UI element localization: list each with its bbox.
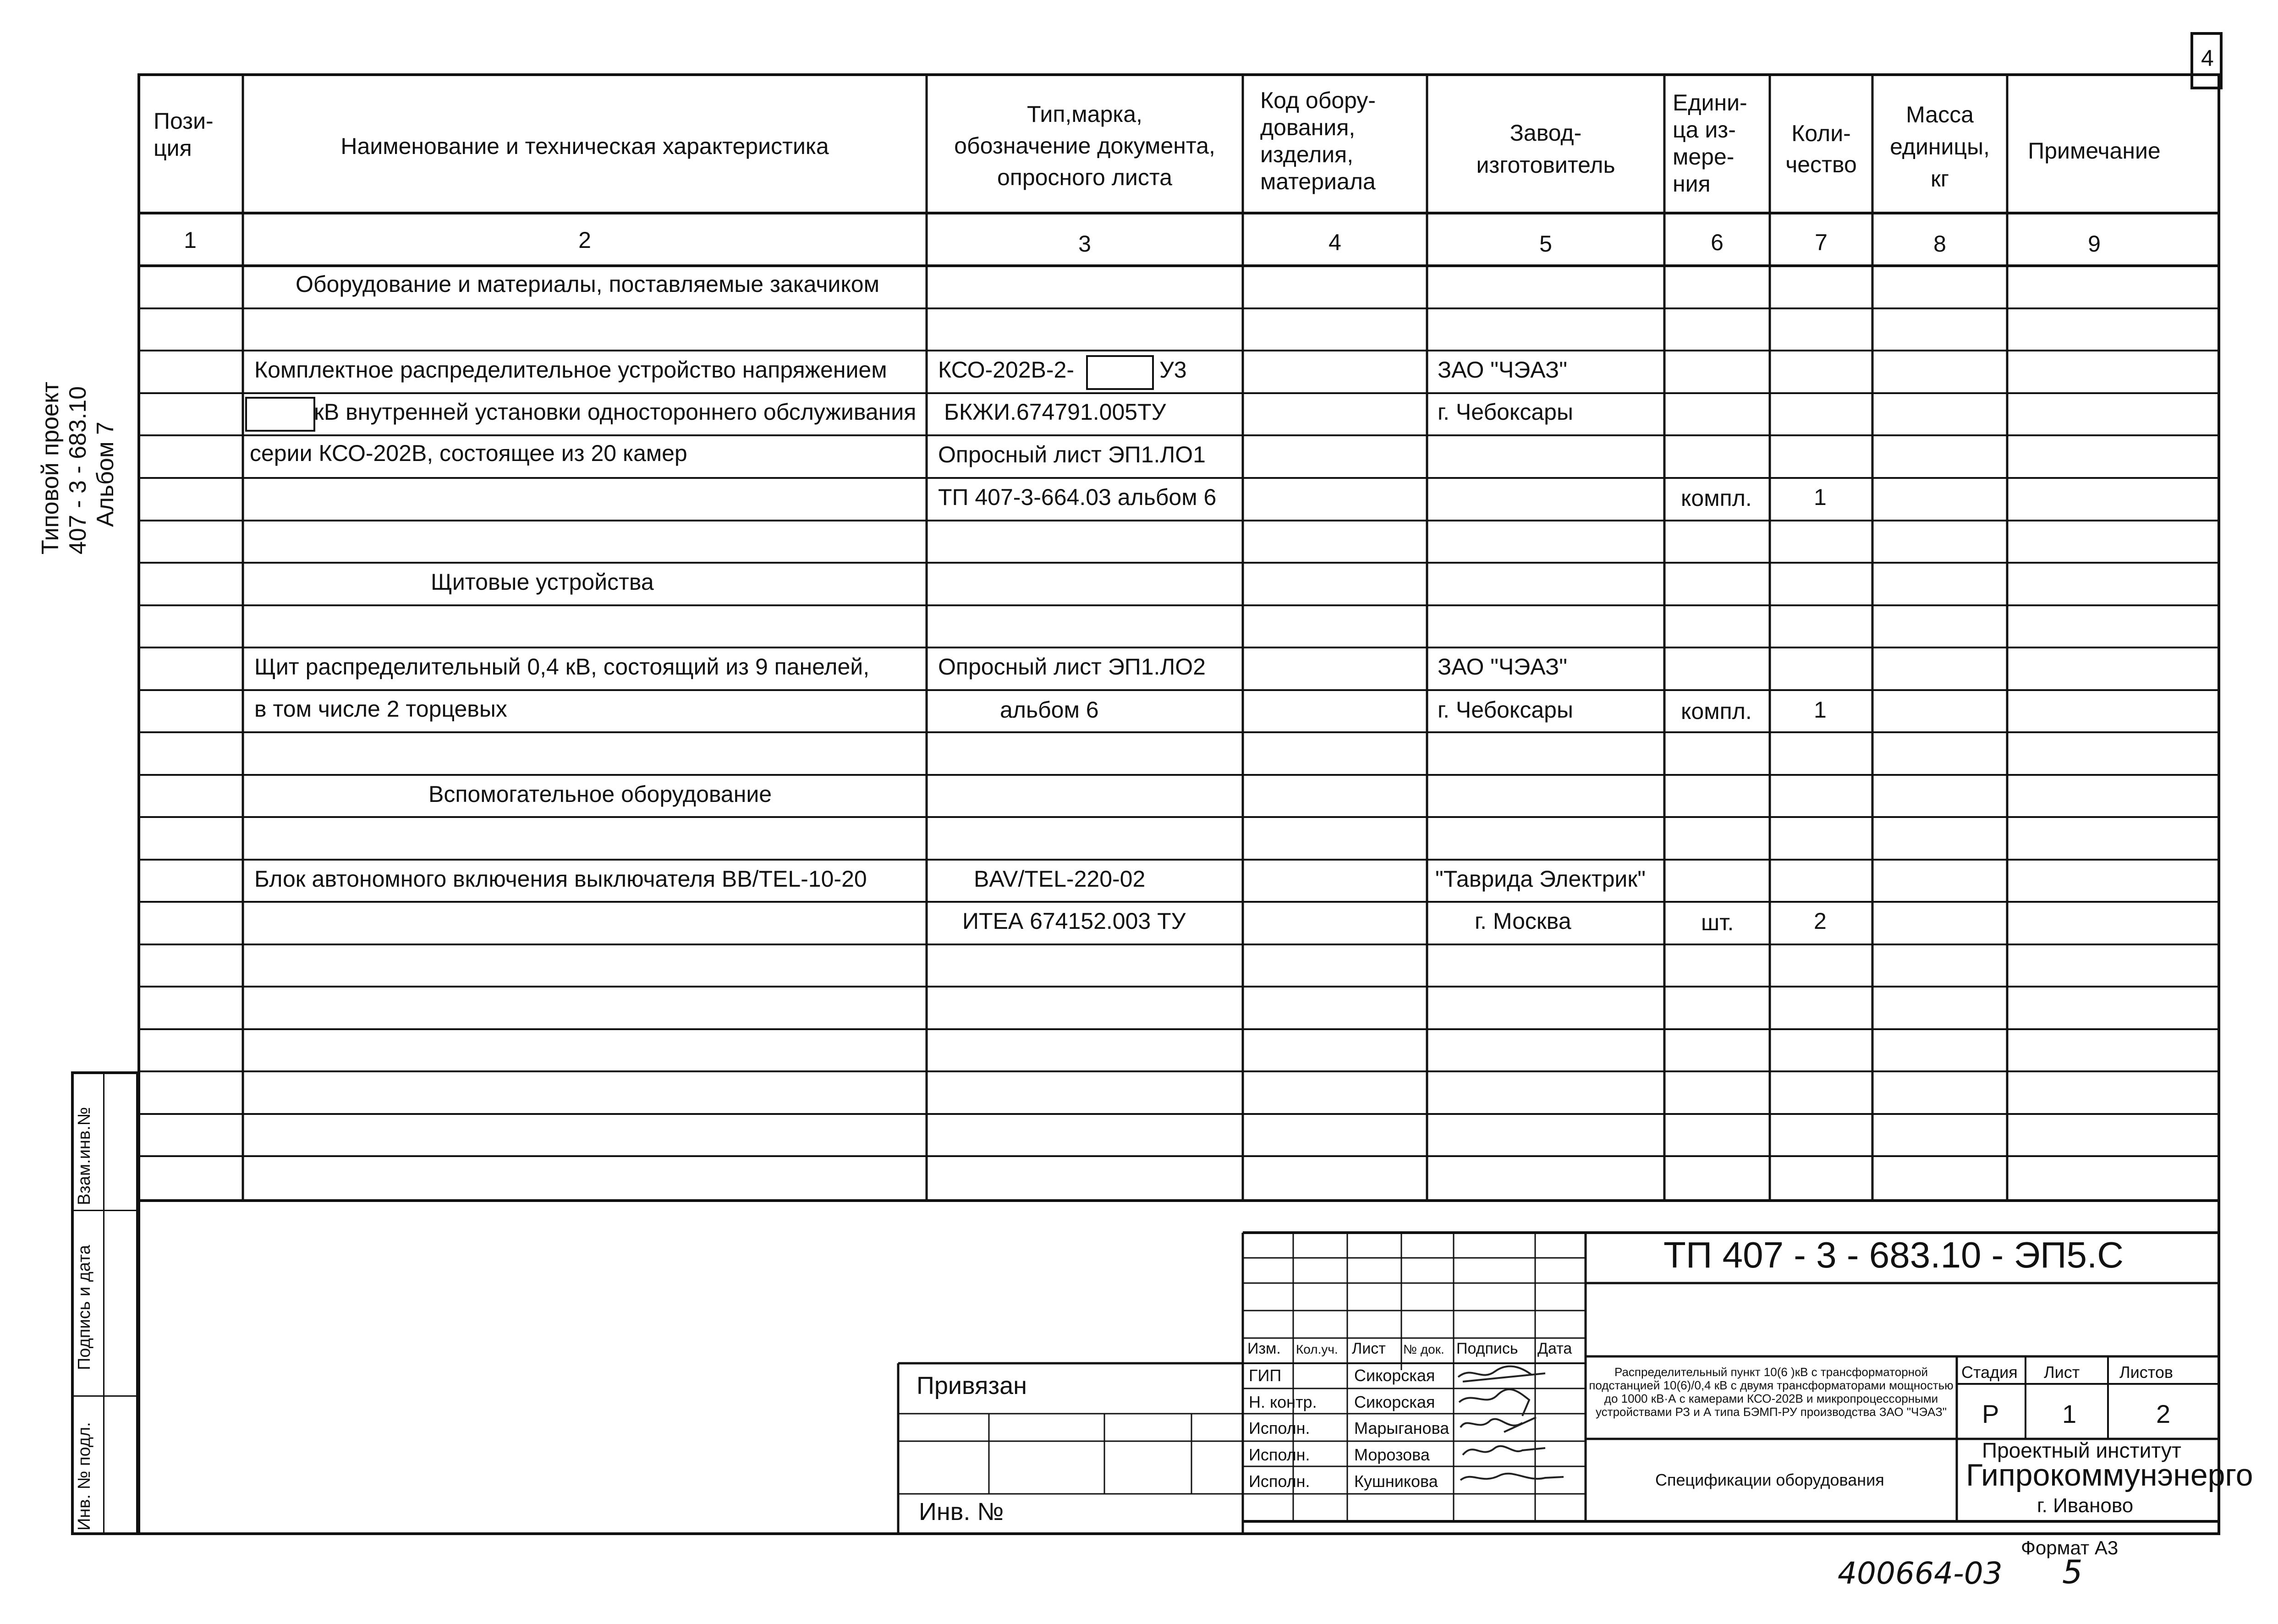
sheets-label: Листов bbox=[2119, 1363, 2173, 1382]
staff-name: Марыганова bbox=[1354, 1419, 1449, 1437]
spec-title: Спецификации оборудования bbox=[1655, 1470, 1884, 1489]
tb-head-podpis: Подпись bbox=[1456, 1340, 1518, 1357]
row-unit: компл. bbox=[1681, 485, 1752, 511]
stage-label: Стадия bbox=[1961, 1363, 2018, 1382]
institute-line3: г. Иваново bbox=[2037, 1494, 2134, 1517]
sheet-label: Лист bbox=[2044, 1363, 2080, 1382]
col-num-7: 7 bbox=[1815, 230, 1828, 255]
institute-line2: Гипрокоммунэнерго bbox=[1966, 1458, 2253, 1492]
institute-line1: Проектный институт bbox=[1982, 1438, 2181, 1462]
col-num-1: 1 bbox=[184, 227, 197, 253]
col-header-unit: Едини- ца из- мере- ния bbox=[1673, 90, 1747, 197]
row-type: ТП 407-3-664.03 альбом 6 bbox=[938, 484, 1217, 510]
col-num-4: 4 bbox=[1328, 230, 1341, 255]
blank-field-voltage-code[interactable] bbox=[1086, 355, 1154, 390]
col-header-code: Код обору- дования, изделия, материала bbox=[1260, 88, 1376, 194]
section-title-customer: Оборудование и материалы, поставляемые закачиком bbox=[296, 271, 879, 297]
row-qty: 2 bbox=[1814, 908, 1827, 934]
handwritten-code: 400664-03 bbox=[1838, 1556, 2003, 1591]
staff-role: ГИП bbox=[1249, 1366, 1282, 1385]
doc-code: ТП 407 - 3 - 683.10 - ЭП5.С bbox=[1663, 1234, 2124, 1275]
tb-head-list: Лист bbox=[1352, 1340, 1386, 1357]
sheet-number: 4 bbox=[2201, 45, 2214, 71]
col-header-type: Тип,марка, обозначение документа, опросного листа bbox=[954, 101, 1215, 190]
col-num-2: 2 bbox=[578, 227, 591, 253]
row-maker: "Таврида Электрик" bbox=[1435, 866, 1646, 892]
col-num-9: 9 bbox=[2088, 231, 2101, 257]
col-header-position: Пози- ция bbox=[154, 108, 214, 161]
side-project-title: Типовой проект 407 - 3 - 683.10 Альбом 7 bbox=[37, 381, 119, 554]
row-type: Опросный лист ЭП1.ЛО2 bbox=[938, 654, 1206, 680]
staff-name: Сикорская bbox=[1354, 1366, 1435, 1385]
col-header-note: Примечание bbox=[2028, 138, 2161, 164]
sheet-value: 1 bbox=[2062, 1399, 2077, 1428]
project-description: Распределительный пункт 10(6 )кВ с трансформаторной подстанцией 10(6)/0,4 кВ с двумя трансформаторами мощностью до 1000 кВ·А с камерами КСО-202В и микропроцессорными устройствами РЗ и А типа БЭМП-РУ производства ЗАО "ЧЭАЗ" bbox=[1589, 1365, 1954, 1419]
side-inv-podl: Инв. № подл. bbox=[75, 1422, 94, 1531]
staff-role: Исполн. bbox=[1249, 1419, 1310, 1437]
side-podpis: Подпись и дата bbox=[75, 1245, 94, 1370]
col-header-name: Наименование и техническая характеристика bbox=[340, 133, 829, 159]
row-qty: 1 bbox=[1814, 484, 1827, 510]
section-title-switchgear: Щитовые устройства bbox=[431, 569, 654, 595]
format-label: Формат А3 bbox=[2021, 1537, 2119, 1558]
row-name: Щит распределительный 0,4 кВ, состоящий из 9 панелей, bbox=[254, 654, 870, 680]
tb-head-izm: Изм. bbox=[1247, 1340, 1281, 1357]
col-header-qty: Коли- чество bbox=[1785, 121, 1857, 177]
row-maker: г. Чебоксары bbox=[1438, 399, 1573, 425]
inv-no-label: Инв. № bbox=[919, 1498, 1004, 1525]
row-type: КСО-202В-2- bbox=[938, 357, 1074, 383]
row-name: кВ внутренней установки одностороннего обслуживания bbox=[314, 399, 917, 425]
staff-role: Н. контр. bbox=[1249, 1393, 1317, 1411]
signature-scribbles bbox=[1454, 1363, 1586, 1501]
row-maker: ЗАО "ЧЭАЗ" bbox=[1438, 654, 1567, 680]
col-num-6: 6 bbox=[1711, 230, 1724, 255]
staff-name: Кушникова bbox=[1354, 1472, 1438, 1491]
row-type: БКЖИ.674791.005ТУ bbox=[944, 399, 1166, 425]
row-unit: шт. bbox=[1701, 910, 1734, 935]
sheets-value: 2 bbox=[2156, 1399, 2171, 1428]
col-num-3: 3 bbox=[1078, 231, 1091, 257]
tb-head-ndok: № док. bbox=[1403, 1342, 1444, 1356]
blank-field-voltage[interactable] bbox=[245, 397, 315, 432]
row-type: Опросный лист ЭП1.ЛО1 bbox=[938, 442, 1206, 467]
side-vzam: Взам.инв.№ bbox=[75, 1107, 94, 1205]
row-name: Комплектное распределительное устройство напряжением bbox=[254, 357, 887, 383]
row-name: Блок автономного включения выключателя ВВ/TEL-10-20 bbox=[254, 866, 867, 892]
handwritten-number: 5 bbox=[2062, 1553, 2083, 1591]
row-maker: ЗАО "ЧЭАЗ" bbox=[1438, 357, 1567, 383]
col-header-mass: Масса единицы, кг bbox=[1890, 102, 1990, 192]
staff-name: Морозова bbox=[1354, 1445, 1430, 1464]
stage-value: Р bbox=[1982, 1399, 1999, 1428]
staff-role: Исполн. bbox=[1249, 1445, 1310, 1464]
col-num-5: 5 bbox=[1539, 231, 1552, 257]
row-type: альбом 6 bbox=[1000, 697, 1099, 723]
row-type: BAV/TEL-220-02 bbox=[974, 866, 1146, 892]
tb-head-data: Дата bbox=[1537, 1340, 1572, 1357]
col-num-8: 8 bbox=[1933, 231, 1946, 257]
staff-role: Исполн. bbox=[1249, 1472, 1310, 1491]
col-header-maker: Завод- изготовитель bbox=[1476, 120, 1615, 178]
row-maker: г. Москва bbox=[1475, 908, 1571, 934]
row-type-suffix: У3 bbox=[1159, 357, 1187, 383]
row-name: в том числе 2 торцевых bbox=[254, 696, 507, 722]
row-maker: г. Чебоксары bbox=[1438, 697, 1573, 723]
staff-name: Сикорская bbox=[1354, 1393, 1435, 1411]
row-qty: 1 bbox=[1814, 697, 1827, 723]
row-name: серии КСО-202В, состоящее из 20 камер bbox=[250, 440, 687, 466]
row-type: ИТЕА 674152.003 ТУ bbox=[962, 908, 1186, 934]
tb-head-kol: Кол.уч. bbox=[1296, 1342, 1338, 1356]
privyazan-label: Привязан bbox=[917, 1372, 1027, 1399]
row-unit: компл. bbox=[1681, 698, 1752, 724]
section-title-auxiliary: Вспомогательное оборудование bbox=[428, 781, 772, 807]
